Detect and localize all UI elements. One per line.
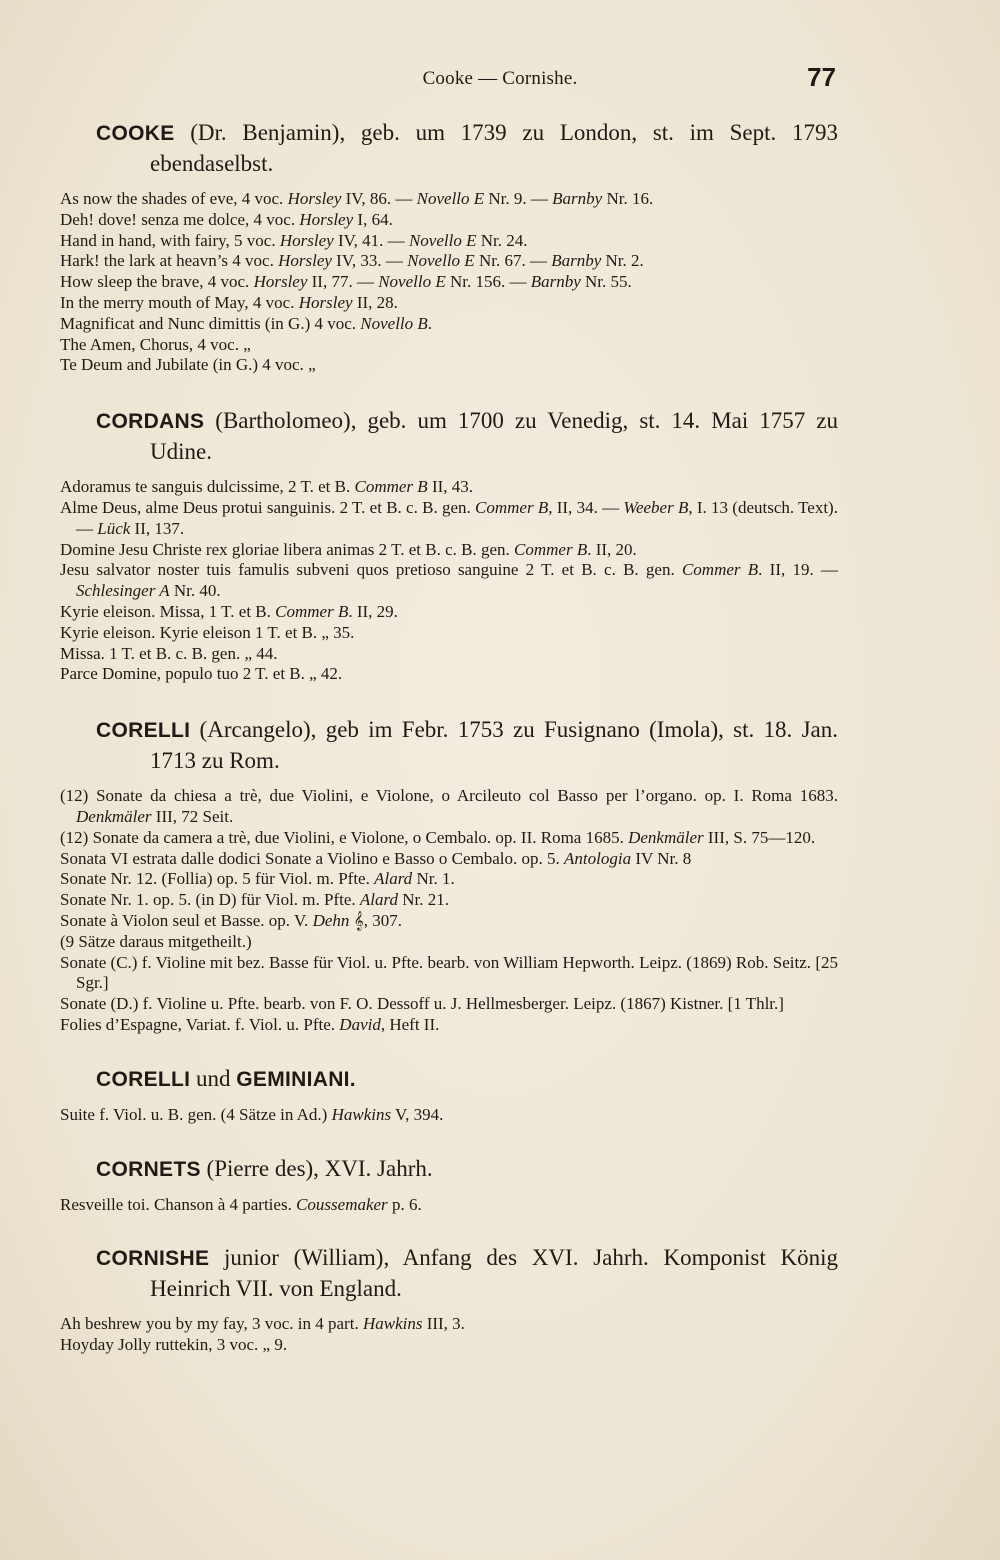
work-text: Nr. 67. — — [474, 251, 552, 271]
works-list — [60, 1314, 838, 1356]
source-reference: Denkmäler — [628, 827, 704, 847]
work-text: V, 394. — [391, 1104, 444, 1124]
composer-heading — [60, 118, 838, 179]
entry-spacer — [60, 1215, 838, 1243]
work-item — [60, 953, 838, 995]
work-text: IV Nr. 8 — [631, 848, 692, 868]
source-reference: Commer B — [354, 477, 428, 497]
work-item — [60, 644, 838, 665]
work-text: Deh! dove! senza me dolce, 4 voc. — [60, 209, 300, 229]
work-text: Hoyday Jolly ruttekin, 3 voc. „ 9. — [60, 1335, 288, 1355]
work-text: Folies d’Espagne, Variat. f. Viol. u. Pfte. — [60, 1014, 340, 1034]
work-text: Nr. 21. — [398, 890, 450, 910]
composer-details: (Pierre des), XVI. Jahrh. — [200, 1155, 433, 1181]
composer-heading — [60, 715, 838, 776]
source-reference: Antologia — [564, 848, 632, 868]
work-text: Sonate Nr. 1. op. 5. (in D) für Viol. m. Pfte. — [60, 890, 360, 910]
work-text: II, 137. — [130, 518, 185, 538]
composer-details: (Arcangelo), geb im Febr. 1753 zu Fusignano (Imola), st. 18. Jan. 1713 zu Rom. — [150, 717, 838, 774]
work-item — [60, 602, 838, 623]
page-body — [60, 118, 838, 1356]
work-text: III, 72 Seit. — [151, 806, 234, 826]
work-text: , I. 13 (deutsch. Text). — — [76, 497, 838, 538]
work-text: Sonate à Violon seul et Basse. op. V. — [60, 910, 313, 930]
work-text: III, S. 75—120. — [703, 827, 816, 847]
work-item — [60, 786, 838, 828]
source-reference: Horsley — [253, 272, 308, 292]
source-reference: Commer B — [514, 539, 588, 559]
work-text: IV, 33. — — [331, 251, 408, 271]
composer-surname: CORELLI — [96, 719, 191, 743]
work-item — [60, 994, 838, 1015]
work-text: p. 6. — [387, 1194, 422, 1214]
work-text: Nr. 156. — — [445, 272, 531, 292]
work-item — [60, 623, 838, 644]
work-text: 𝄞, 307. — [349, 910, 402, 930]
work-item — [60, 911, 838, 932]
composer-details: junior (William), Anfang des XVI. Jahrh. Komponist König Heinrich VII. von England. — [150, 1245, 838, 1302]
source-reference: Commer B — [681, 560, 759, 580]
source-reference: Barnby — [552, 189, 603, 208]
work-text: Kyrie eleison. Missa, 1 T. et B. — [60, 601, 276, 621]
work-text: Te Deum and Jubilate (in G.) 4 voc. „ — [60, 355, 316, 375]
composer-surname: CORDANS — [96, 410, 205, 434]
work-text: (12) Sonate da chiesa a trè, due Violini, e Violone, o Arcileuto col Basso per l’organo. op. I. Roma 1683. — [60, 786, 838, 806]
source-reference: David — [339, 1014, 381, 1034]
work-item — [60, 335, 838, 356]
work-text: Jesu salvator noster tuis famulis subveni quos pretioso sanguine 2 T. et B. c. B. gen. — [60, 560, 682, 580]
work-text: Nr. 40. — [169, 581, 221, 601]
composer-surname: CORELLI — [96, 1067, 191, 1091]
source-reference: Barnby — [530, 272, 581, 292]
source-reference: Novello E — [408, 230, 477, 250]
page-number: 77 — [807, 62, 836, 92]
work-item — [60, 1335, 838, 1356]
work-item — [60, 1314, 838, 1335]
work-text: How sleep the brave, 4 voc. — [60, 272, 254, 292]
work-text: , II, 34. — — [548, 497, 624, 517]
source-reference: Hawkins — [331, 1104, 392, 1124]
work-item — [60, 828, 838, 849]
composer-details: (Dr. Benjamin), geb. um 1739 zu London, st. im Sept. 1793 ebendaselbst. — [150, 120, 838, 176]
work-text: Nr. 1. — [412, 869, 455, 889]
work-item — [60, 251, 838, 272]
source-reference: Barnby — [551, 251, 602, 271]
source-reference: Horsley — [287, 189, 342, 208]
work-text: Nr. 55. — [580, 272, 632, 292]
source-reference: Dehn — [312, 910, 350, 930]
work-text: As now the shades of eve, 4 voc. — [60, 189, 288, 208]
works-list — [60, 786, 838, 1036]
composer-entry — [60, 1154, 838, 1216]
work-text: Resveille toi. Chanson à 4 parties. — [60, 1194, 297, 1214]
work-text: I, 64. — [353, 209, 393, 229]
composer-details: (Bartholomeo), geb. um 1700 zu Venedig, st. 14. Mai 1757 zu Udine. — [150, 408, 838, 465]
work-text: Adoramus te sanguis dulcissime, 2 T. et B. — [60, 477, 355, 497]
source-reference: Weeber B — [623, 497, 689, 517]
work-item — [60, 189, 838, 210]
work-item — [60, 477, 838, 498]
work-item — [60, 355, 838, 376]
work-text: The Amen, Chorus, 4 voc. „ — [60, 334, 251, 354]
source-reference: Hawkins — [362, 1314, 423, 1334]
source-reference: Commer B — [275, 601, 349, 621]
works-list — [60, 1195, 838, 1216]
works-list — [60, 189, 838, 376]
work-item — [60, 560, 838, 602]
source-reference: Horsley — [278, 251, 332, 271]
work-text: Hand in hand, with fairy, 5 voc. — [60, 230, 280, 250]
source-reference: Schlesinger A — [76, 581, 170, 601]
work-text: . II, 20. — [587, 539, 637, 559]
work-text: Ah beshrew you by my fay, 3 voc. in 4 part. — [60, 1314, 363, 1334]
source-reference: Lück — [97, 518, 131, 538]
work-text: Sonate (C.) f. Violine mit bez. Basse für Viol. u. Pfte. bearb. von William Hepworth. Leipz. (1869) Rob. Seitz. [25 Sgr.] — [60, 952, 838, 993]
work-item — [60, 1015, 838, 1036]
work-text: II, 77. — — [307, 272, 379, 292]
work-text: Kyrie eleison. Kyrie eleison 1 T. et B. „ 35. — [60, 622, 355, 642]
work-text: Sonate (D.) f. Violine u. Pfte. bearb. von F. O. Dessoff u. J. Hellmesberger. Leipz. (1867) Kistner. [1 Thlr.] — [60, 994, 784, 1014]
source-reference: Horsley — [298, 292, 353, 312]
work-text: . II, 19. — — [758, 560, 838, 580]
source-reference: Novello E — [407, 251, 475, 271]
work-item — [60, 498, 838, 540]
work-item — [60, 869, 838, 890]
work-text: (9 Sätze daraus mitgetheilt.) — [60, 931, 252, 951]
source-reference: Novello B — [360, 313, 428, 333]
work-item — [60, 849, 838, 870]
work-text: . — [427, 313, 433, 333]
source-reference: Horsley — [279, 230, 334, 250]
work-text: Alme Deus, alme Deus protui sanguinis. 2 T. et B. c. B. gen. — [60, 497, 476, 517]
source-reference: Denkmäler — [76, 806, 152, 826]
composer-details: und — [190, 1065, 237, 1091]
composer-heading — [60, 406, 838, 467]
composer-surname: CORNETS — [96, 1157, 201, 1181]
work-text: II, 43. — [427, 477, 474, 497]
work-item — [60, 210, 838, 231]
work-text: II, 28. — [352, 292, 398, 312]
work-text: Domine Jesu Christe rex gloriae libera animas 2 T. et B. c. B. gen. — [60, 539, 515, 559]
works-list — [60, 477, 838, 685]
source-reference: Alard — [359, 890, 399, 910]
work-item — [60, 664, 838, 685]
composer-entry — [60, 118, 838, 376]
work-item — [60, 932, 838, 953]
composer-heading — [60, 1064, 838, 1095]
source-reference: Novello E — [416, 189, 485, 208]
composer-entry — [60, 1064, 838, 1126]
composer-entry — [60, 1243, 838, 1356]
composer-surname: COOKE — [96, 122, 175, 145]
work-text: Sonata VI estrata dalle dodici Sonate a Violino e Basso o Cembalo. op. 5. — [60, 848, 565, 868]
work-text: Hark! the lark at heavn’s 4 voc. — [60, 251, 279, 271]
work-text: Nr. 16. — [602, 189, 654, 208]
work-text: III, 3. — [422, 1314, 465, 1334]
work-text: Sonate Nr. 12. (Follia) op. 5 für Viol. m. Pfte. — [60, 869, 375, 889]
composer-heading — [60, 1154, 838, 1185]
work-item — [60, 231, 838, 252]
running-head: Cooke — Cornishe. — [422, 68, 578, 89]
work-text: Parce Domine, populo tuo 2 T. et B. „ 42. — [60, 664, 343, 684]
source-reference: Coussemaker — [296, 1194, 388, 1214]
work-item — [60, 1195, 838, 1216]
work-text: , Heft II. — [380, 1014, 440, 1034]
work-text: . II, 29. — [348, 601, 398, 621]
entry-spacer — [60, 376, 838, 406]
entry-spacer — [60, 1126, 838, 1154]
work-text: (12) Sonate da camera a trè, due Violini, e Violone, o Cembalo. op. II. Roma 1685. — [60, 827, 629, 847]
work-item — [60, 314, 838, 335]
composer-entry — [60, 406, 838, 685]
work-item — [60, 293, 838, 314]
composer-heading — [60, 1243, 838, 1304]
work-item — [60, 272, 838, 293]
work-text: Nr. 2. — [601, 251, 644, 271]
work-text: IV, 41. — — [333, 230, 409, 250]
work-item — [60, 540, 838, 561]
source-reference: Horsley — [299, 209, 354, 229]
source-reference: Novello E — [378, 272, 446, 292]
work-text: Missa. 1 T. et B. c. B. gen. „ 44. — [60, 643, 278, 663]
entry-spacer — [60, 685, 838, 715]
entry-spacer — [60, 1036, 838, 1064]
work-item — [60, 890, 838, 911]
work-text: Nr. 9. — — [484, 189, 553, 208]
composer-entry — [60, 715, 838, 1036]
work-item — [60, 1105, 838, 1126]
work-text: Suite f. Viol. u. B. gen. (4 Sätze in Ad.) — [60, 1104, 332, 1124]
source-reference: Alard — [374, 869, 413, 889]
work-text: IV, 86. — — [341, 189, 417, 208]
source-reference: Commer B — [475, 497, 549, 517]
composer-surname: CORNISHE — [96, 1247, 210, 1271]
work-text: In the merry mouth of May, 4 voc. — [60, 292, 299, 312]
works-list — [60, 1105, 838, 1126]
work-text: Magnificat and Nunc dimittis (in G.) 4 voc. — [60, 313, 361, 333]
work-text: Nr. 24. — [476, 230, 528, 250]
composer-surname: GEMINIANI. — [236, 1067, 356, 1091]
